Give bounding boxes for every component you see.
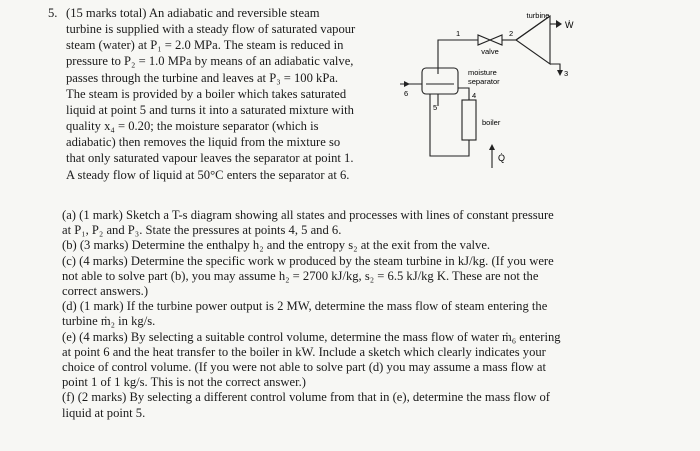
intro-line: The steam is provided by a boiler which takes saturated — [66, 86, 347, 101]
intro-line: pressure to P₂ = 1.0 MPa by means of an adiabatic valve, — [66, 54, 354, 69]
question-parts — [62, 208, 692, 421]
part-line: (e) (4 marks) By selecting a suitable control volume, determine the mass flow of water ṁ₆ entering — [62, 329, 561, 344]
part-line: (f) (2 marks) By selecting a different control volume from that in (e), determine the mass flow of — [62, 390, 550, 405]
intro-line: steam (water) at P₁ = 2.0 MPa. The steam is reduced in — [66, 38, 344, 53]
boiler-box — [462, 100, 476, 140]
intro-line: (15 marks total) An adiabatic and reversible steam — [66, 6, 320, 20]
state-label-5: 5 — [433, 103, 438, 112]
state-label-2: 2 — [509, 29, 514, 38]
part-line: choice of control volume. (If you were not able to solve part (d) you may assume a mass flow at — [62, 360, 547, 375]
intro-line: A steady flow of liquid at 50°C enters the separator at 6. — [66, 167, 350, 182]
valve-label: valve — [481, 47, 499, 56]
state-label-3: 3 — [564, 69, 569, 78]
part-line: (b) (3 marks) Determine the enthalpy h₂ and the entropy s₂ at the exit from the valve. — [62, 238, 491, 253]
boiler-label: boiler — [482, 118, 501, 127]
part-line: not able to solve part (b), you may assume h₂ = 2700 kJ/kg, s₂ = 6.5 kJ/kg K. These are not the — [62, 268, 539, 283]
part-line: point 1 of 1 kg/s. This is not the correct answer.) — [62, 375, 306, 390]
separator-label-1: moisture — [468, 68, 497, 77]
part-line: (a) (1 mark) Sketch a T-s diagram showing all states and processes with lines of constant pressure — [62, 208, 554, 222]
heat-label: Q̇ — [498, 153, 506, 163]
pipe-4 — [458, 88, 469, 100]
valve-left — [478, 35, 490, 45]
work-label: Ẇ — [565, 20, 574, 30]
question-number: 5. — [48, 6, 58, 20]
turbine-body — [516, 16, 550, 64]
state-label-6: 6 — [404, 89, 409, 98]
part-line: (c) (4 marks) Determine the specific work w produced by the steam turbine in kJ/kg. (If you were — [62, 253, 554, 268]
turbine-label: turbine — [526, 11, 550, 20]
moisture-separator-box — [422, 68, 458, 94]
part-line: (d) (1 mark) If the turbine power output is 2 MW, determine the mass flow of steam entering the — [62, 299, 548, 314]
intro-line: quality x₄ = 0.20; the moisture separator (which is — [66, 119, 319, 134]
question-intro — [66, 5, 396, 183]
part-line: at P₁, P₂ and P₃. State the pressures at points 4, 5 and 6. — [62, 223, 342, 238]
part-line: at point 6 and the heat transfer to the boiler in kW. Include a sketch which clearly indicates your — [62, 344, 546, 359]
separator-label-2: separator — [468, 77, 500, 86]
part-line: correct answers.) — [62, 284, 149, 299]
intro-line: adiabatic) then removes the liquid from the mixture so — [66, 135, 341, 150]
state-label-4: 4 — [472, 91, 477, 100]
intro-line: that only saturated vapour leaves the separator at point 1. — [66, 151, 354, 166]
valve-right — [490, 35, 502, 45]
intro-line: passes through the turbine and leaves at P₃ = 100 kPa. — [66, 70, 339, 85]
part-line: liquid at point 5. — [62, 405, 146, 420]
intro-line: liquid at point 5 and turns it into a saturated mixture with — [66, 102, 354, 117]
state-label-1: 1 — [456, 29, 461, 38]
intro-line: turbine is supplied with a steady flow of saturated vapour — [66, 22, 356, 37]
process-schematic — [400, 6, 580, 201]
part-line: turbine ṁ₂ in kg/s. — [62, 314, 156, 329]
